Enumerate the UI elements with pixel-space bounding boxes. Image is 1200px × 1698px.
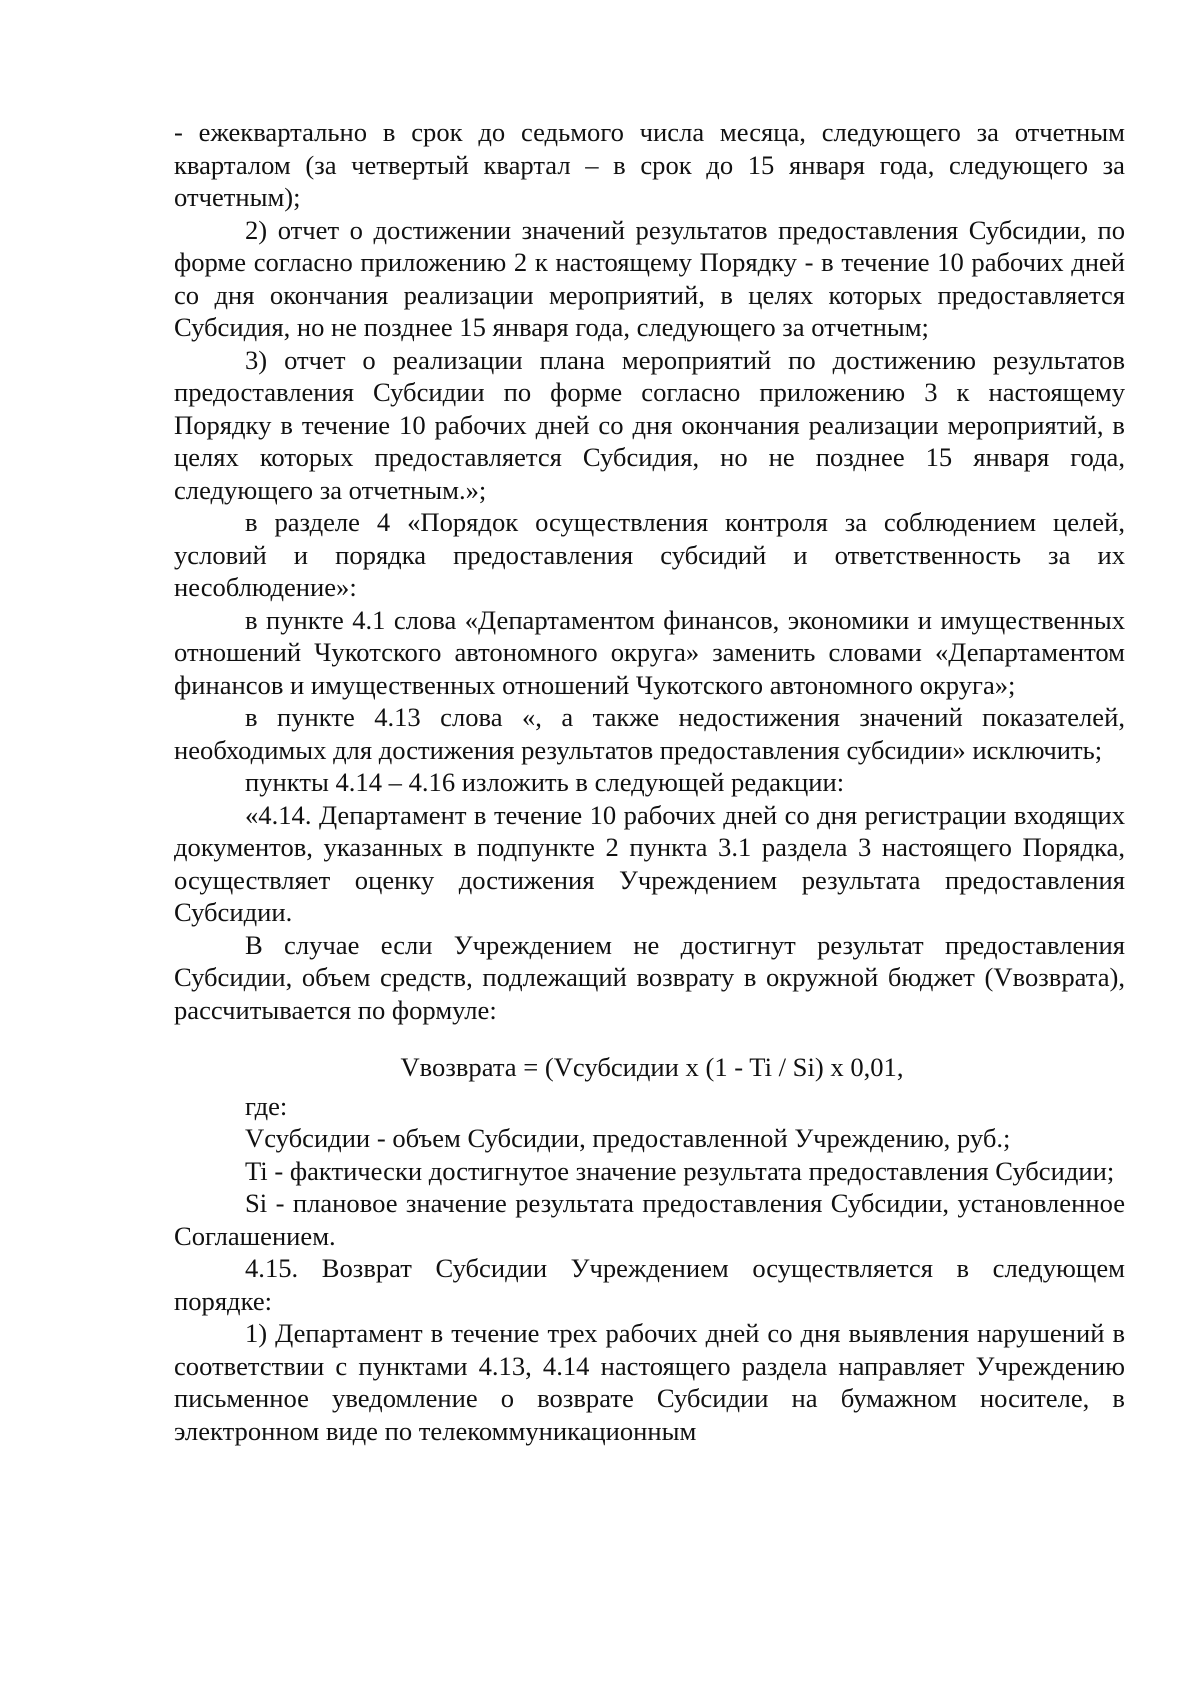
paragraph-points-4-14-4-16: пункты 4.14 – 4.16 изложить в следующей редакции: [245, 767, 845, 797]
paragraph-point-4-1: в пункте 4.1 слова «Департаментом финансов, экономики и имущественных отношений Чукотского автономного округа» заменить словами «Департаментом финансов и имущественных отношений Чукотского автономного округа»; [174, 604, 1125, 700]
paragraph-where: где: [245, 1090, 288, 1121]
paragraph-item-2-results-report: 2) отчет о достижении значений результатов предоставления Субсидии, по форме согласно приложению 2 к настоящему Порядку - в течение 10 рабочих дней со дня окончания реализации мероприятий, в целях которых предоставляется Субсидия, но не позднее 15 января года, следующего за отчетным; [174, 214, 1125, 342]
refund-formula: Vвозврата = (Vсубсидии x (1 - Ti / Si) x 0,01, [400, 1052, 904, 1082]
paragraph-point-4-15: 4.15. Возврат Субсидии Учреждением осуществляется в следующем порядке: [174, 1253, 1125, 1316]
paragraph-item-3-plan-report: 3) отчет о реализации плана мероприятий по достижению результатов предоставления Субсидии по форме согласно приложению 3 к настоящему Порядку в течение 10 рабочих дней со дня окончания реализации мероприятий, в целях которых предоставляется Субсидия, но не позднее 15 января года, следующего за отчетным.»; [174, 344, 1125, 505]
paragraph-point-4-14: «4.14. Департамент в течение 10 рабочих дней со дня регистрации входящих документов, указанных в подпункте 2 пункта 3.1 раздела 3 настоящего Порядка, осуществляет оценку достижения Учреждением результата предоставления Субсидии. [174, 799, 1125, 927]
paragraph-si-def: Si - плановое значение результата предоставления Субсидии, установленное Соглашением. [174, 1188, 1125, 1251]
paragraph-quarterly-deadline: - ежеквартально в срок до седьмого числа месяца, следующего за отчетным кварталом (за четвертый квартал – в срок до 15 января года, следующего за отчетным); [174, 117, 1125, 212]
paragraph-point-4-15-item-1: 1) Департамент в течение трех рабочих дней со дня выявления нарушений в соответствии с пунктами 4.13, 4.14 настоящего раздела направляет Учреждению письменное уведомление о возврате Субсидии на бумажном носителе, в электронном виде по телекоммуникационным [174, 1318, 1125, 1446]
paragraph-v-subsidy-def: Vсубсидии - объем Субсидии, предоставленной Учреждению, руб.; [245, 1123, 1011, 1153]
paragraph-refund-case: В случае если Учреждением не достигнут результат предоставления Субсидии, объем средств, подлежащий возврату в окружной бюджет (Vвозврата), рассчитывается по формуле: [174, 929, 1125, 1025]
paragraph-point-4-13: в пункте 4.13 слова «, а также недостижения значений показателей, необходимых для достижения результатов предоставления субсидии» исключить; [174, 702, 1125, 765]
paragraph-section-4-intro: в разделе 4 «Порядок осуществления контроля за соблюдением целей, условий и порядка предоставления субсидий и ответственность за их несоблюдение»: [174, 507, 1125, 602]
paragraph-ti-def: Ti - фактически достигнутое значение результата предоставления Субсидии; [245, 1155, 1115, 1186]
document-page [174, 116, 1125, 1447]
